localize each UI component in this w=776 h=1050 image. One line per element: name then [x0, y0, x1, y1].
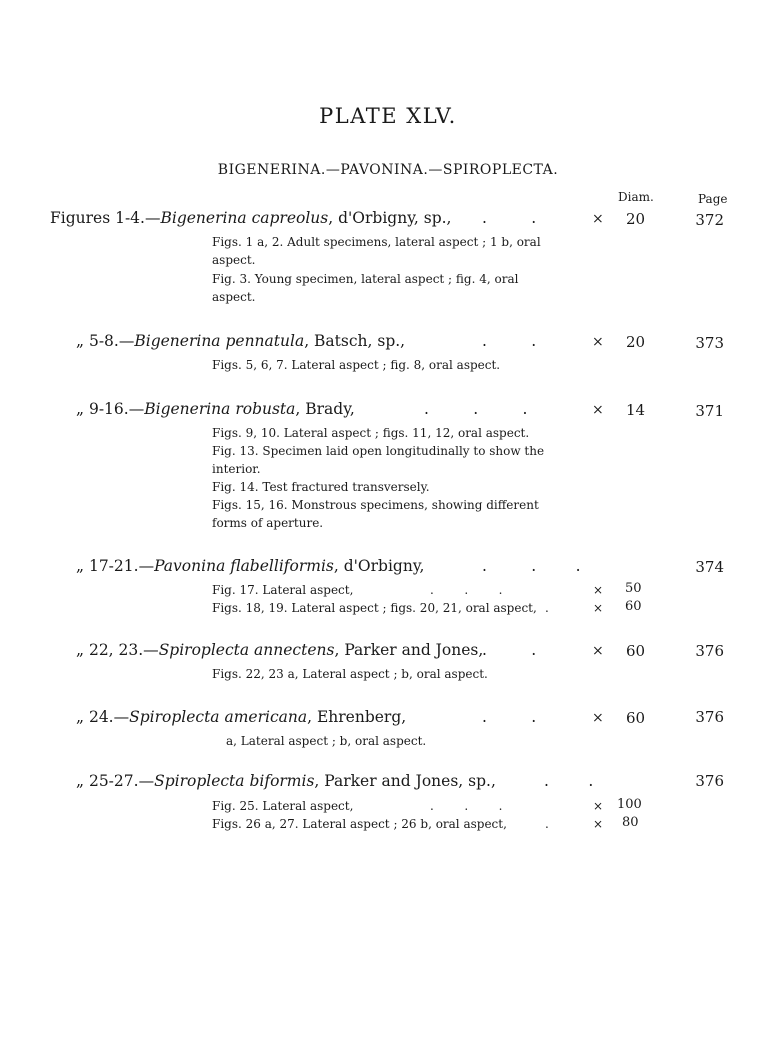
species-name: Bigenerina robusta: [144, 400, 296, 418]
species-name: Spiroplecta annectens: [158, 641, 335, 659]
figure-detail: Fig. 3. Young specimen, lateral aspect ; fig. 4, oral aspect.: [212, 272, 519, 304]
leader-dots: . .: [482, 332, 537, 350]
page-header: Page: [698, 192, 728, 206]
figure-detail: Figs. 26 a, 27. Lateral aspect ; 26 b, oral aspect,: [212, 817, 507, 831]
entry-heading: [76, 557, 424, 575]
species-author: , d'Orbigny, sp.,: [328, 209, 452, 227]
figure-detail: Fig. 25. Lateral aspect,: [212, 799, 354, 813]
page-number: 376: [695, 772, 724, 790]
entry-heading: [76, 772, 496, 790]
figure-detail: Figs. 15, 16. Monstrous specimens, showing different forms of aperture.: [212, 498, 539, 530]
figure-detail: Figs. 18, 19. Lateral aspect ; figs. 20, 21, oral aspect,: [212, 601, 537, 615]
species-name: Spiroplecta biformis: [154, 772, 315, 790]
leader-dots: . . .: [424, 400, 528, 418]
species-name: Pavonina flabelliformis: [154, 557, 334, 575]
species-author: , Batsch, sp.,: [304, 332, 406, 350]
figure-range: „ 24.—: [76, 708, 130, 726]
diam-header: Diam.: [618, 190, 654, 204]
magnification-value: 60: [625, 599, 642, 614]
figure-range: „ 25-27.—: [76, 772, 155, 790]
figure-range: „ 17-21.—: [76, 557, 155, 575]
page-number: 372: [695, 211, 724, 229]
magnification-sign: ×: [592, 211, 604, 227]
leader-dots: .: [545, 817, 549, 831]
page-number: 376: [695, 642, 724, 660]
figure-detail: Figs. 9, 10. Lateral aspect ; figs. 11, 12, oral aspect.: [212, 426, 530, 440]
figure-detail: Fig. 13. Specimen laid open longitudinally to show the interior.: [212, 444, 545, 476]
magnification-sign: ×: [593, 601, 604, 615]
species-name: Bigenerina capreolus: [160, 209, 329, 227]
species-author: , Brady,: [295, 400, 355, 418]
magnification-value: 20: [626, 333, 646, 351]
magnification-sign: ×: [593, 583, 604, 597]
figure-range: „ 5-8.—: [76, 332, 135, 350]
leader-dots: . .: [482, 641, 537, 659]
magnification-value: 14: [626, 401, 646, 419]
entry-heading: [76, 641, 483, 659]
leader-dots: . .: [544, 772, 594, 790]
plate-title: PLATE XLV.: [319, 104, 457, 128]
magnification-value: 60: [626, 642, 646, 660]
leader-dots: .: [545, 601, 549, 615]
figure-range: „ 22, 23.—: [76, 641, 159, 659]
page-number: 373: [695, 334, 724, 352]
page-number: 374: [695, 558, 724, 576]
figure-detail: Fig. 14. Test fractured transversely.: [212, 480, 430, 494]
plate-subtitle: BIGENERINA.—PAVONINA.—SPIROPLECTA.: [217, 162, 559, 178]
leader-dots: . . .: [430, 583, 503, 597]
leader-dots: . . .: [482, 557, 581, 575]
magnification-value: 20: [626, 210, 646, 228]
species-author: , d'Orbigny,: [333, 557, 425, 575]
leader-dots: . .: [482, 209, 537, 227]
leader-dots: . . .: [430, 799, 503, 813]
magnification-sign: ×: [592, 643, 604, 659]
magnification-value: 100: [617, 797, 642, 812]
species-author: , Parker and Jones, sp.,: [314, 772, 496, 790]
entry-heading: [50, 209, 451, 227]
page-number: 371: [695, 402, 724, 420]
entry-heading: [76, 332, 405, 350]
magnification-value: 80: [622, 815, 639, 830]
entry-heading: [76, 400, 355, 418]
magnification-value: 60: [626, 709, 646, 727]
figure-detail: Figs. 22, 23 a, Lateral aspect ; b, oral aspect.: [212, 667, 488, 681]
figure-range: „ 9-16.—: [76, 400, 145, 418]
magnification-sign: ×: [593, 799, 604, 813]
species-name: Bigenerina pennatula: [134, 332, 305, 350]
figure-detail: a, Lateral aspect ; b, oral aspect.: [226, 734, 427, 748]
entry-heading: [76, 708, 406, 726]
figure-detail: Fig. 17. Lateral aspect,: [212, 583, 354, 597]
magnification-sign: ×: [592, 334, 604, 350]
magnification-value: 50: [625, 581, 642, 596]
species-author: , Ehrenberg,: [307, 708, 407, 726]
figure-detail: Figs. 1 a, 2. Adult specimens, lateral aspect ; 1 b, oral aspect.: [212, 235, 541, 267]
page-number: 376: [695, 708, 724, 726]
magnification-sign: ×: [592, 402, 604, 418]
figure-range: Figures 1-4.—: [50, 209, 161, 227]
magnification-sign: ×: [593, 817, 604, 831]
figure-detail: Figs. 5, 6, 7. Lateral aspect ; fig. 8, oral aspect.: [212, 358, 501, 372]
species-name: Spiroplecta americana: [129, 708, 308, 726]
species-author: , Parker and Jones,: [334, 641, 484, 659]
magnification-sign: ×: [592, 710, 604, 726]
leader-dots: . .: [482, 708, 537, 726]
